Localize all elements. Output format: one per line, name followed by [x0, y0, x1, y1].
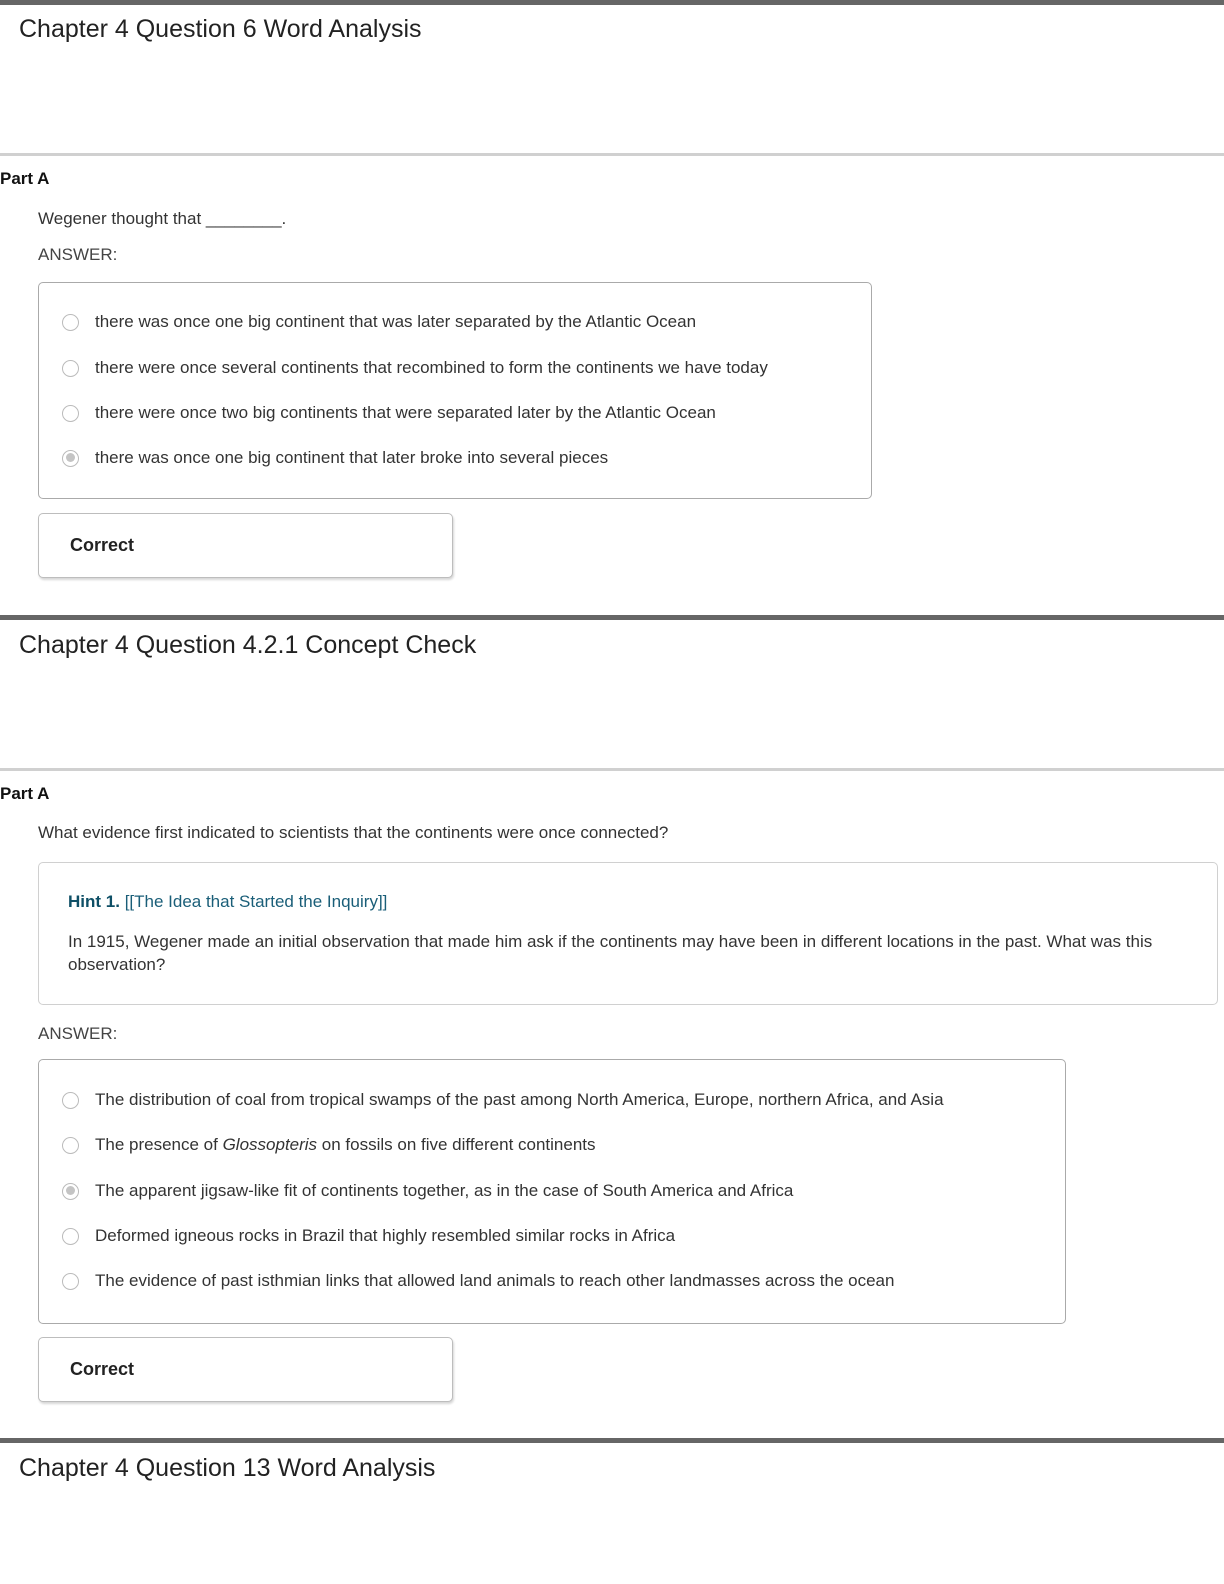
- radio-button[interactable]: [62, 1273, 79, 1290]
- radio-button[interactable]: [62, 1228, 79, 1245]
- choice-text: The distribution of coal from tropical swamps of the past among North America, Europe, northern Africa, and Asia: [95, 1090, 944, 1109]
- question-title: Chapter 4 Question 4.2.1 Concept Check: [19, 631, 477, 659]
- choice-option[interactable]: [62, 401, 716, 425]
- section-divider: [0, 615, 1224, 620]
- choice-text: there was once one big continent that was later separated by the Atlantic Ocean: [95, 312, 697, 331]
- hint-title[interactable]: [68, 892, 387, 912]
- choice-text-part: The presence of: [95, 1135, 223, 1154]
- choice-option[interactable]: [62, 356, 768, 380]
- section-divider: [0, 0, 1224, 5]
- feedback-correct: Correct: [70, 1359, 135, 1379]
- choice-option[interactable]: [62, 1269, 894, 1293]
- hint-panel: [38, 862, 1218, 1005]
- radio-button[interactable]: [62, 405, 79, 422]
- radio-button[interactable]: [62, 1092, 79, 1109]
- choice-text-part: on fossils on five different continents: [317, 1135, 596, 1154]
- feedback-box: [38, 513, 453, 578]
- choice-text: there was once one big continent that later broke into several pieces: [95, 448, 609, 467]
- choice-option[interactable]: [62, 446, 608, 470]
- choice-text: The evidence of past isthmian links that allowed land animals to reach other landmasses across the ocean: [95, 1271, 895, 1290]
- choice-text: [95, 1135, 596, 1155]
- answer-label: ANSWER:: [38, 245, 118, 264]
- part-divider: [0, 153, 1224, 156]
- answer-choices: [38, 282, 872, 499]
- question-prompt: Wegener thought that ________.: [38, 209, 287, 228]
- section-divider: [0, 1438, 1224, 1443]
- question-title: Chapter 4 Question 13 Word Analysis: [19, 1454, 436, 1482]
- part-label: Part A: [0, 169, 50, 188]
- choice-text: Deformed igneous rocks in Brazil that highly resembled similar rocks in Africa: [95, 1226, 676, 1245]
- choice-option[interactable]: [62, 1179, 793, 1203]
- radio-button[interactable]: [62, 360, 79, 377]
- radio-button[interactable]: [62, 314, 79, 331]
- answer-choices: [38, 1059, 1066, 1324]
- part-divider: [0, 768, 1224, 771]
- feedback-box: [38, 1337, 453, 1402]
- choice-text: there were once several continents that recombined to form the continents we have today: [95, 358, 768, 377]
- choice-option[interactable]: [62, 310, 696, 334]
- part-label: Part A: [0, 784, 50, 803]
- radio-button[interactable]: [62, 1137, 79, 1154]
- choice-text: The apparent jigsaw-like fit of continents together, as in the case of South America and Africa: [95, 1181, 794, 1200]
- answer-label: ANSWER:: [38, 1024, 118, 1043]
- choice-text: there were once two big continents that were separated later by the Atlantic Ocean: [95, 403, 716, 422]
- feedback-correct: Correct: [70, 535, 135, 555]
- choice-option[interactable]: [62, 1088, 944, 1112]
- hint-body: In 1915, Wegener made an initial observation that made him ask if the continents may have been in different locations in the past. What was this observation?: [68, 932, 1153, 974]
- hint-link[interactable]: [[The Idea that Started the Inquiry]]: [124, 892, 388, 911]
- radio-button-selected[interactable]: [62, 450, 79, 467]
- species-name: Glossopteris: [222, 1135, 318, 1154]
- question-title: Chapter 4 Question 6 Word Analysis: [19, 15, 422, 43]
- radio-button-selected[interactable]: [62, 1183, 79, 1200]
- choice-option[interactable]: [62, 1133, 596, 1157]
- choice-option[interactable]: [62, 1224, 675, 1248]
- question-prompt: What evidence first indicated to scientists that the continents were once connected?: [38, 823, 669, 842]
- hint-number: Hint 1.: [68, 892, 120, 911]
